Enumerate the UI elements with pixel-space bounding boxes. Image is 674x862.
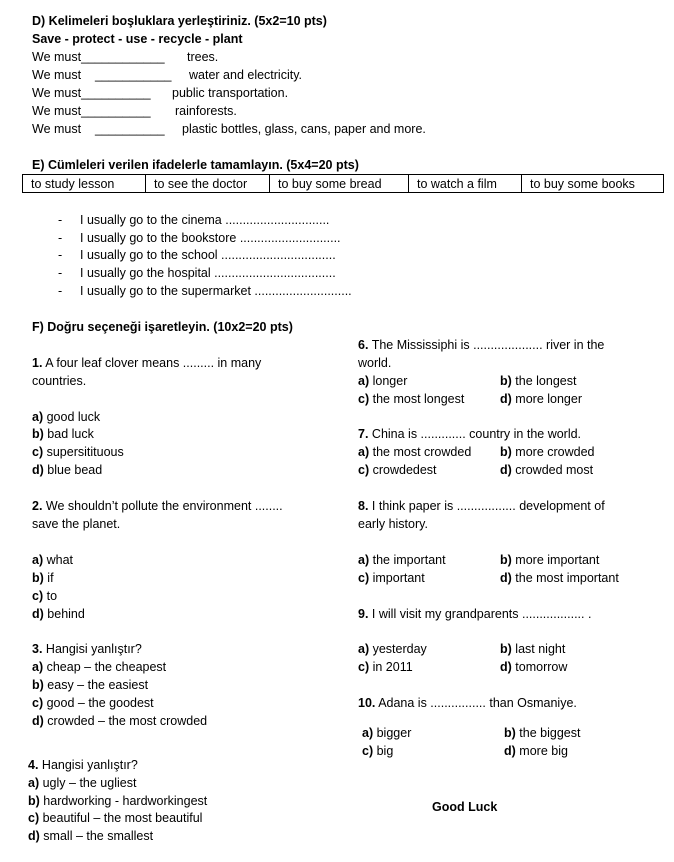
question-8: 8. I think paper is ................. development of xyxy=(358,499,605,513)
question-7: 7. China is ............. country in the world. xyxy=(358,427,582,441)
option[interactable]: d) small – the smallest xyxy=(28,829,154,843)
option[interactable]: c) in 2011 xyxy=(358,660,413,674)
line-suffix: plastic bottles, glass, cans, paper and more. xyxy=(182,122,426,136)
fill-line-2 xyxy=(32,66,81,84)
question-9: 9. I will visit my grandparents .................. . xyxy=(358,607,592,621)
blank[interactable]: ____________ xyxy=(81,50,165,64)
option[interactable]: b) if xyxy=(32,571,54,585)
option[interactable]: d) more longer xyxy=(500,392,582,406)
question-10: 10. Adana is ................ than Osmaniye. xyxy=(358,696,577,710)
question-2: 2. We shouldn’t pollute the environment ........ xyxy=(32,499,283,513)
question-4: 4. Hangisi yanlıştır? xyxy=(28,758,138,772)
line-suffix: rainforests. xyxy=(175,104,237,118)
option[interactable]: c) important xyxy=(358,571,425,585)
blank[interactable]: __________ xyxy=(81,104,151,118)
section-d-title: D) Kelimeleri boşluklara yerleştiriniz. (5x2=10 pts) xyxy=(32,14,327,28)
line-suffix: public transportation. xyxy=(172,86,289,100)
sentence-item: I usually go to the supermarket ............................ xyxy=(80,284,352,298)
sentence-item: I usually go the hospital ................................... xyxy=(80,266,336,280)
option[interactable]: a) the most crowded xyxy=(358,445,472,459)
section-e-title: E) Cümleleri verilen ifadelerle tamamlayın. (5x4=20 pts) xyxy=(32,158,359,172)
phrase-cell: to buy some bread xyxy=(270,175,409,193)
line-prefix: We must xyxy=(32,104,82,118)
option[interactable]: b) the longest xyxy=(500,374,577,388)
option[interactable]: a) cheap – the cheapest xyxy=(32,660,167,674)
option[interactable]: a) the important xyxy=(358,553,446,567)
line-prefix: We must xyxy=(32,86,82,100)
bullet-dash: - xyxy=(58,284,63,298)
line-prefix: We must xyxy=(32,122,82,136)
fill-line-5 xyxy=(32,120,81,138)
bullet-dash: - xyxy=(58,231,63,245)
bullet-dash: - xyxy=(58,213,63,227)
option[interactable]: b) bad luck xyxy=(32,427,94,441)
sentence-item: I usually go to the cinema .............................. xyxy=(80,213,330,227)
option[interactable]: a) longer xyxy=(358,374,408,388)
phrase-table xyxy=(22,174,664,193)
option[interactable]: c) good – the goodest xyxy=(32,696,154,710)
bullet-dash: - xyxy=(58,248,63,262)
option[interactable]: d) crowded – the most crowded xyxy=(32,714,208,728)
question-3: 3. Hangisi yanlıştır? xyxy=(32,642,142,656)
option[interactable]: c) beautiful – the most beautiful xyxy=(28,811,203,825)
question-8-cont: early history. xyxy=(358,517,428,531)
option[interactable]: d) more big xyxy=(504,744,568,758)
blank[interactable]: __________ xyxy=(95,122,165,136)
option[interactable]: d) behind xyxy=(32,607,85,621)
option[interactable]: b) more crowded xyxy=(500,445,595,459)
line-suffix: trees. xyxy=(187,50,219,64)
question-1: 1. A four leaf clover means ......... in many xyxy=(32,356,262,370)
option[interactable]: c) to xyxy=(32,589,58,603)
question-2-cont: save the planet. xyxy=(32,517,121,531)
option[interactable]: a) ugly – the ugliest xyxy=(28,776,137,790)
bullet-dash: - xyxy=(58,266,63,280)
option[interactable]: b) the biggest xyxy=(504,726,581,740)
option[interactable]: d) the most important xyxy=(500,571,619,585)
option[interactable]: a) bigger xyxy=(362,726,412,740)
option[interactable]: d) blue bead xyxy=(32,463,103,477)
option[interactable]: d) crowded most xyxy=(500,463,594,477)
option[interactable]: b) easy – the easiest xyxy=(32,678,149,692)
fill-line-3 xyxy=(32,84,151,102)
option[interactable]: b) hardworking - hardworkingest xyxy=(28,794,208,808)
line-prefix: We must xyxy=(32,68,82,82)
blank[interactable]: __________ xyxy=(81,86,151,100)
phrase-cell: to buy some books xyxy=(522,175,664,193)
option[interactable]: c) the most longest xyxy=(358,392,465,406)
sentence-item: I usually go to the bookstore ............................. xyxy=(80,231,341,245)
option[interactable]: d) tomorrow xyxy=(500,660,568,674)
option[interactable]: b) last night xyxy=(500,642,566,656)
word-bank: Save - protect - use - recycle - plant xyxy=(32,32,243,46)
option[interactable]: a) yesterday xyxy=(358,642,427,656)
sentence-item: I usually go to the school ................................. xyxy=(80,248,336,262)
option[interactable]: c) crowdedest xyxy=(358,463,437,477)
phrase-cell: to watch a film xyxy=(409,175,522,193)
question-6-cont: world. xyxy=(358,356,392,370)
option[interactable]: a) what xyxy=(32,553,74,567)
fill-line-1 xyxy=(32,48,165,66)
line-prefix: We must xyxy=(32,50,82,64)
option[interactable]: a) good luck xyxy=(32,410,101,424)
phrase-cell: to see the doctor xyxy=(146,175,270,193)
question-6: 6. The Mississiphi is .................... river in the xyxy=(358,338,605,352)
option[interactable]: c) big xyxy=(362,744,394,758)
option[interactable]: c) supersitituous xyxy=(32,445,124,459)
question-1-cont: countries. xyxy=(32,374,87,388)
phrase-cell: to study lesson xyxy=(23,175,146,193)
line-suffix: water and electricity. xyxy=(189,68,303,82)
good-luck-text: Good Luck xyxy=(432,800,498,814)
option[interactable]: b) more important xyxy=(500,553,600,567)
section-f-title: F) Doğru seçeneği işaretleyin. (10x2=20 pts) xyxy=(32,320,293,334)
fill-line-4 xyxy=(32,102,151,120)
blank[interactable]: ___________ xyxy=(95,68,172,82)
